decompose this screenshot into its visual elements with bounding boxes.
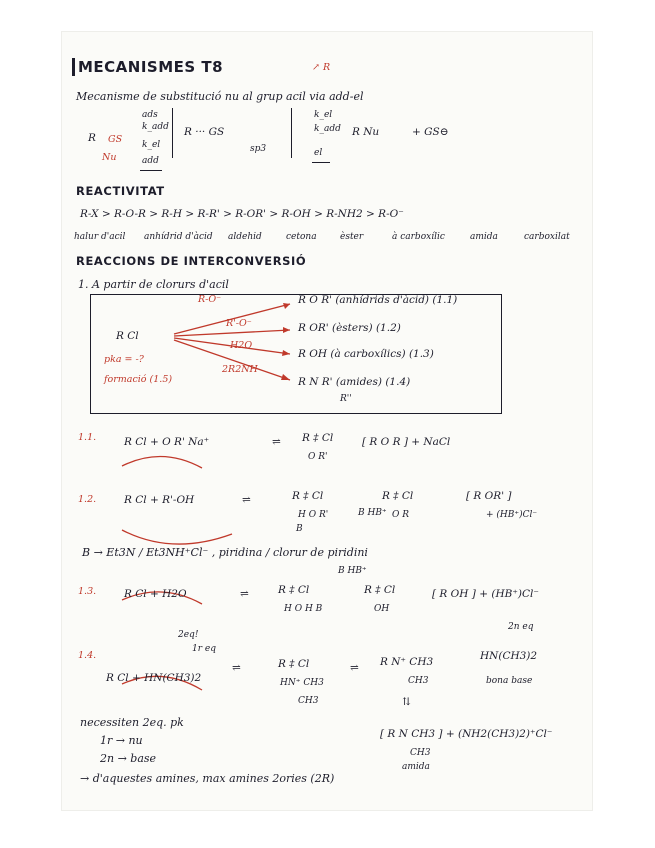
reagent-3: H2O	[230, 340, 253, 351]
mech-gs: GS	[108, 134, 123, 145]
equilibrium-arrow: ⇅	[402, 696, 411, 708]
s14-mid2: R N⁺ CH3	[380, 656, 434, 668]
s13-mid-sub: H O H B	[284, 604, 323, 614]
mech-kel-right: k_el	[314, 110, 333, 120]
s13-eq: ⇌	[240, 588, 249, 600]
s14-bona-base: bona base	[486, 676, 533, 686]
s13-mid2: R ‡ Cl	[364, 584, 396, 596]
arrows-layer	[62, 32, 592, 810]
base-note: B → Et3N / Et3NH⁺Cl⁻ , piridina / clorur de piridini	[82, 546, 368, 559]
s12-right: [ R OR' ]	[466, 490, 512, 502]
product-amida: R N R' (amides) (1.4)	[298, 376, 411, 388]
s12-mid: R ‡ Cl	[292, 490, 324, 502]
s14-amida: amida	[402, 762, 430, 772]
s14-final: [ R N CH3 ] + (NH2(CH3)2)⁺Cl⁻	[380, 728, 553, 740]
s12-base-h: B HB⁺	[358, 508, 387, 518]
s14-left: R Cl + HN(CH3)2	[106, 672, 202, 684]
reactivitat-heading: REACTIVITAT	[76, 184, 165, 198]
s14-number: 1.4.	[78, 650, 97, 661]
note-formacio: formació (1.5)	[104, 374, 173, 385]
s14-mid-sub: HN⁺ CH3	[280, 678, 324, 688]
label-aldehid: aldehid	[228, 232, 262, 242]
s11-mid-sub: O R'	[308, 452, 328, 462]
s12-mid2-sub: O R	[392, 510, 410, 520]
note-4: → d'aquestes amines, max amines 2ories (2R)	[80, 772, 335, 785]
s12-eq: ⇌	[242, 494, 251, 506]
s13-base: B HB⁺	[338, 566, 367, 576]
reactivitat-series: R-X > R-O-R > R-H > R-R' > R-OR' > R-OH > R-NH2 > R-O⁻	[80, 208, 404, 220]
s12-right-sub: + (HB⁺)Cl⁻	[486, 510, 538, 520]
s12-mid-sub: H O R'	[298, 510, 329, 520]
notebook-page	[62, 32, 592, 810]
mech-intermediate: R ··· GS	[184, 126, 225, 138]
product-ester: R OR' (èsters) (1.2)	[298, 322, 401, 334]
mech-reactant: R	[88, 132, 96, 144]
mech-leaving: + GS⊖	[412, 126, 449, 138]
s14-eq-2: ⇌	[350, 662, 359, 674]
page-title: MECANISMES T8	[78, 58, 224, 76]
s13-right: [ R OH ] + (HB⁺)Cl⁻	[432, 588, 539, 600]
note-pka: pka = -?	[104, 354, 144, 365]
mech-product: R Nu	[352, 126, 380, 138]
reagent-1: R-O⁻	[198, 294, 222, 305]
s14-final-sub: CH3	[410, 748, 431, 758]
r-double-prime: R''	[340, 394, 352, 404]
s12-number: 1.2.	[78, 494, 97, 505]
s12-mid2: R ‡ Cl	[382, 490, 414, 502]
s14-base-right: HN(CH3)2	[480, 650, 538, 662]
product-anhidrid: R O R' (anhídrids d'àcid) (1.1)	[298, 294, 458, 306]
s12-base: B	[296, 524, 303, 534]
s14-second-eq: 2n eq	[508, 622, 534, 632]
product-acid: R OH (à carboxílics) (1.3)	[298, 348, 434, 360]
reaccions-heading: REACCIONS DE INTERCONVERSIÓ	[76, 254, 307, 268]
label-ester: èster	[340, 232, 364, 242]
mech-add: add	[142, 156, 159, 166]
s13-mid2-sub: OH	[374, 604, 390, 614]
mech-nu: Nu	[102, 152, 117, 163]
s14-mid2-sub: CH3	[408, 676, 429, 686]
note-3: 2n → base	[100, 752, 157, 765]
s14-mid: R ‡ Cl	[278, 658, 310, 670]
mech-kel: k_el	[142, 140, 161, 150]
reagent-2: R'-O⁻	[226, 318, 252, 329]
s12-left: R Cl + R'-OH	[124, 494, 195, 506]
mech-kadd: k_add	[142, 122, 169, 132]
s11-right: [ R O R ] + NaCl	[362, 436, 451, 448]
label-halur: halur d'acil	[74, 232, 126, 242]
sub1-heading: 1. A partir de clorurs d'acil	[78, 278, 229, 291]
intro-line: Mecanisme de substitució nu al grup acil via add-el	[76, 90, 364, 103]
s11-mid: R ‡ Cl	[302, 432, 334, 444]
label-carboxilic: à carboxílic	[392, 232, 445, 242]
note-1: necessiten 2eq. pk	[80, 716, 184, 729]
s11-eq: ⇌	[272, 436, 281, 448]
s14-ch3: CH3	[298, 696, 319, 706]
label-cetona: cetona	[286, 232, 317, 242]
acyl-chloride: R Cl	[116, 330, 139, 342]
s13-left: R Cl + H2O	[124, 588, 187, 600]
label-amida: amida	[470, 232, 498, 242]
s13-number: 1.3.	[78, 586, 97, 597]
note-2: 1r → nu	[100, 734, 143, 747]
s13-mid: R ‡ Cl	[278, 584, 310, 596]
s14-first-eq: 1r eq	[192, 644, 216, 654]
s11-left: R Cl + O R' Na⁺	[124, 436, 210, 448]
s14-eq: ⇌	[232, 662, 241, 674]
reagent-4: 2R2NH	[222, 364, 258, 375]
s11-number: 1.1.	[78, 432, 97, 443]
acyl-sketch: ↗ R	[312, 62, 331, 73]
label-anhidrid: anhídrid d'àcid	[144, 232, 213, 242]
s14-2eq: 2eq!	[178, 630, 199, 640]
label-carboxilat: carboxilat	[524, 232, 570, 242]
mech-ads: ads	[142, 110, 158, 120]
mech-kadd-right: k_add	[314, 124, 341, 134]
mech-el: el	[314, 148, 323, 158]
mech-sp3: sp3	[250, 144, 267, 154]
